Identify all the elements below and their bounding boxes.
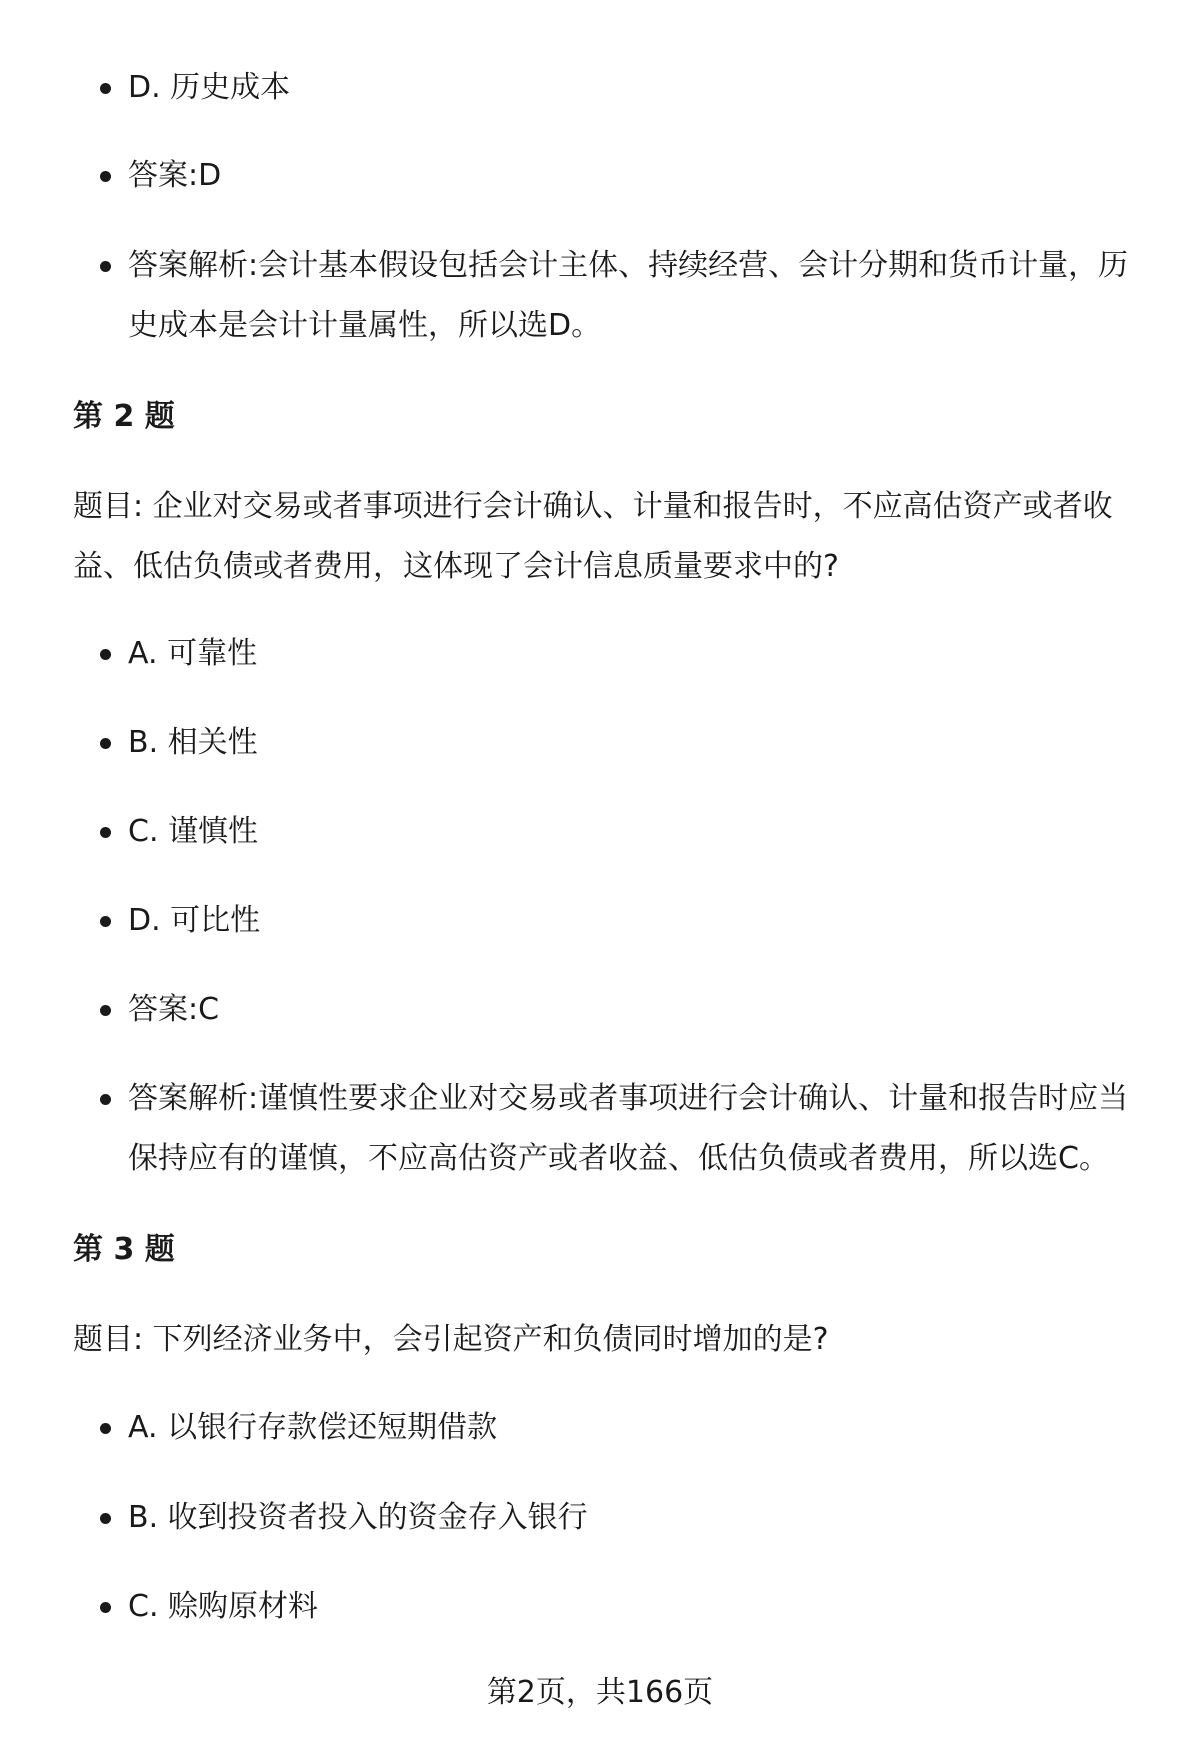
- explanation-item: 答案解析:会计基本假设包括会计主体、持续经营、会计分期和货币计量，历史成本是会计计量属性，所以选D。: [128, 236, 1148, 356]
- answer-item: 答案:D: [128, 146, 1148, 206]
- bullet-icon: [100, 1602, 111, 1613]
- option-a: A. 以银行存款偿还短期借款: [128, 1398, 1148, 1458]
- bullet-icon: [100, 1513, 111, 1524]
- bullet-icon: [100, 649, 111, 660]
- bullet-icon: [100, 261, 111, 272]
- bullet-icon: [100, 83, 111, 94]
- option-b: B. 收到投资者投入的资金存入银行: [128, 1488, 1148, 1548]
- bullet-icon: [100, 827, 111, 838]
- page-number-footer: 第2页，共166页: [486, 1675, 714, 1710]
- option-c: C. 谨慎性: [128, 802, 1148, 862]
- question-3-heading: 第 3 题: [73, 1232, 175, 1267]
- list-item: D. 历史成本: [128, 58, 1148, 118]
- bullet-icon: [100, 1094, 111, 1105]
- bullet-icon: [100, 916, 111, 927]
- bullet-icon: [100, 1423, 111, 1434]
- option-c: C. 赊购原材料: [128, 1577, 1148, 1637]
- question-2-heading: 第 2 题: [73, 399, 175, 434]
- question-3-text: 题目: 下列经济业务中，会引起资产和负债同时增加的是?: [73, 1322, 829, 1357]
- option-b: B. 相关性: [128, 713, 1148, 773]
- bullet-icon: [100, 171, 111, 182]
- bullet-icon: [100, 738, 111, 749]
- explanation-item: 答案解析:谨慎性要求企业对交易或者事项进行会计确认、计量和报告时应当保持应有的谨慎，不应高估资产或者收益、低估负债或者费用，所以选C。: [128, 1069, 1148, 1189]
- bullet-icon: [100, 1005, 111, 1016]
- answer-item: 答案:C: [128, 980, 1148, 1040]
- option-d: D. 可比性: [128, 891, 1148, 951]
- option-a: A. 可靠性: [128, 624, 1148, 684]
- question-2-text: 题目: 企业对交易或者事项进行会计确认、计量和报告时，不应高估资产或者收益、低估负债或者费用，这体现了会计信息质量要求中的?: [73, 489, 1113, 584]
